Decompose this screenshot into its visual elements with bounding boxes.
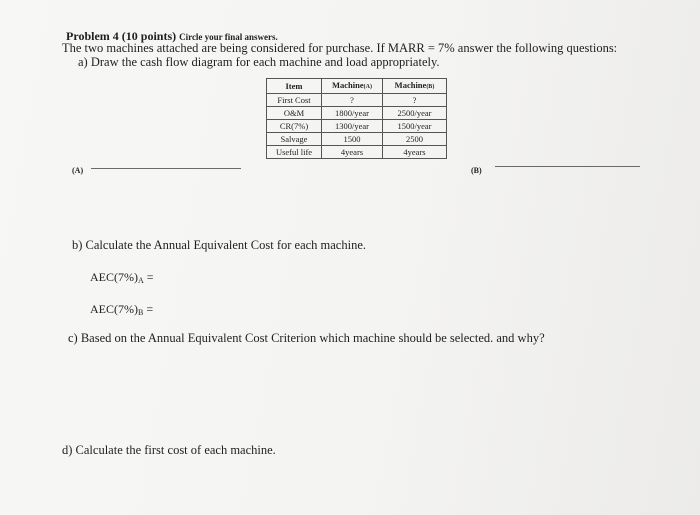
machine-b-value: 2500/year [383,107,447,120]
diagram-label-a: (A) [72,166,84,175]
row-label: O&M [267,107,322,120]
row-label: First Cost [267,94,322,107]
question-b: b) Calculate the Annual Equivalent Cost for each machine. [72,238,367,252]
aec-b-line: $AEC(7\%)_B$ = [90,302,154,317]
problem-title: Problem 4 (10 points) Circle your final answers. [66,29,278,43]
question-a: a) Draw the cash flow diagram for each machine and load appropriately. [78,55,440,69]
diagram-line-b [495,166,640,167]
machine-a-value: 1500 [322,133,383,146]
table-header-row [267,79,447,94]
machine-data-table [266,78,447,159]
row-label: CR(7%) [267,120,322,133]
aec-a-line: $AEC(7\%)_A$ = [90,270,154,285]
machine-b-value: 4years [383,146,447,159]
machine-a-value: 1800/year [322,107,383,120]
table-row [267,107,447,120]
header-machine-b: Machine(B) [383,79,447,94]
header-item: Item [267,79,322,94]
machine-b-value: ? [383,94,447,107]
row-label: Useful life [267,146,322,159]
machine-b-value: 1500/year [383,120,447,133]
row-label: Salvage [267,133,322,146]
instruction-note: Circle your final answers. [179,32,278,42]
table-row [267,94,447,107]
diagram-line-a [91,168,241,169]
table-row [267,133,447,146]
table-row [267,146,447,159]
table-row [267,120,447,133]
machine-b-value: 2500 [383,133,447,146]
machine-a-value: 1300/year [322,120,383,133]
machine-a-value: ? [322,94,383,107]
problem-intro: The two machines attached are being considered for purchase. If MARR = 7% answer the following questions: [62,41,618,55]
question-c: c) Based on the Annual Equivalent Cost Criterion which machine should be selected. and why? [68,331,545,345]
header-machine-a: Machine(A) [322,79,383,94]
question-d: d) Calculate the first cost of each machine. [62,443,276,457]
machine-a-value: 4years [322,146,383,159]
diagram-label-b: (B) [471,166,482,175]
